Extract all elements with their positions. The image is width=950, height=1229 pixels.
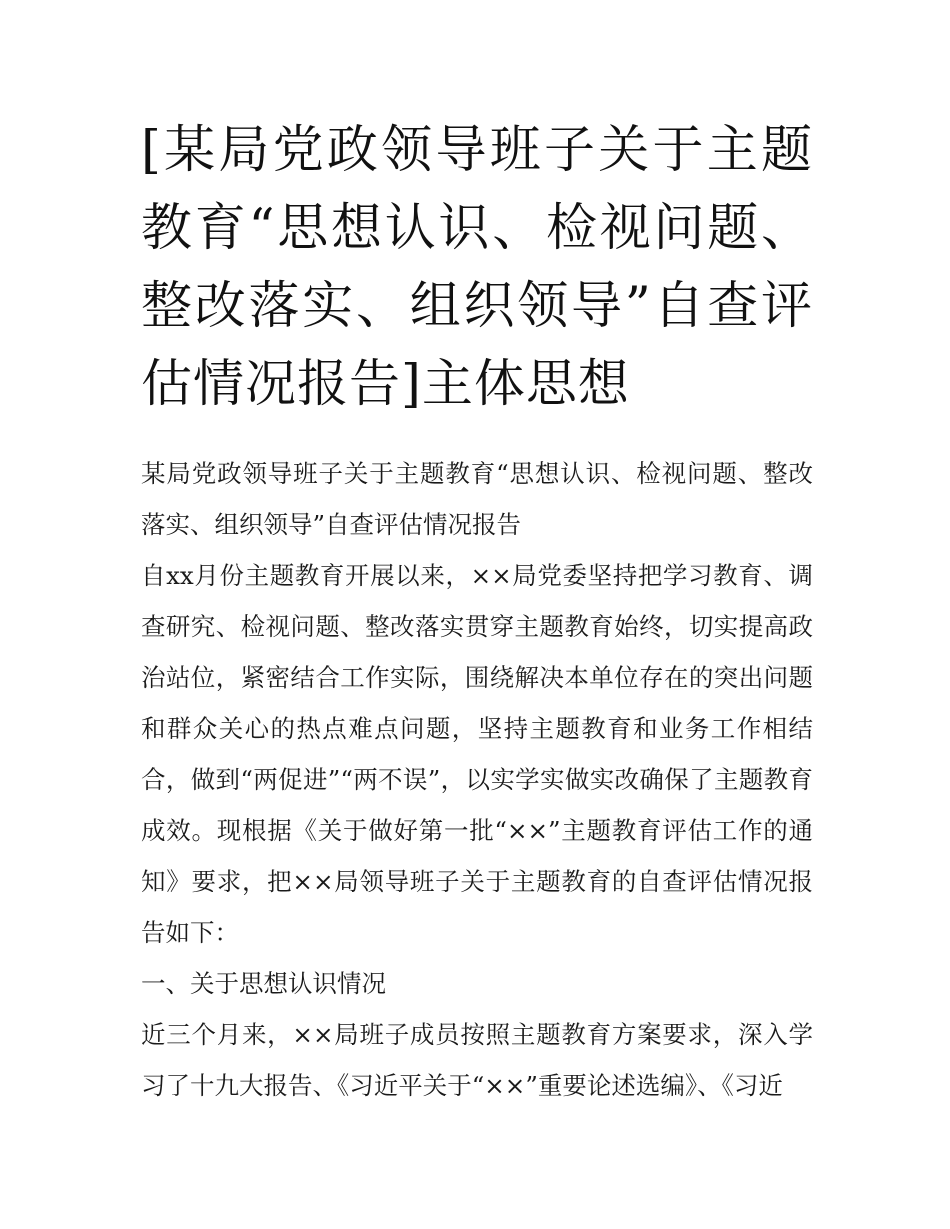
document-subtitle: 某局党政领导班子关于主题教育“思想认识、检视问题、整改落实、组织领导”自查评估情况报告	[141, 459, 813, 539]
document-body	[141, 448, 813, 1111]
paragraph-thought: 近三个月来，××局班子成员按照主题教育方案要求，深入学习了十九大报告、《习近平关于“××”重要论述选编》、《习近	[141, 1020, 813, 1100]
paragraph-intro: 自xx月份主题教育开展以来，××局党委坚持把学习教育、调查研究、检视问题、整改落实贯穿主题教育始终，切实提高政治站位，紧密结合工作实际，围绕解决本单位存在的突出问题和群众关心的热点难点问题，坚持主题教育和业务工作相结合，做到“两促进”“两不误”，以实学实做实改确保了主题教育成效。现根据《关于做好第一批“××”主题教育评估工作的通知》要求，把××局领导班子关于主题教育的自查评估情况报告如下：	[141, 561, 813, 947]
section-heading-thought: 一、关于思想认识情况	[141, 969, 386, 998]
document-title: [某局党政领导班子关于主题教育“思想认识、检视问题、整改落实、组织领导”自查评估情况报告]主体思想	[141, 121, 813, 414]
document-page	[141, 112, 813, 1111]
